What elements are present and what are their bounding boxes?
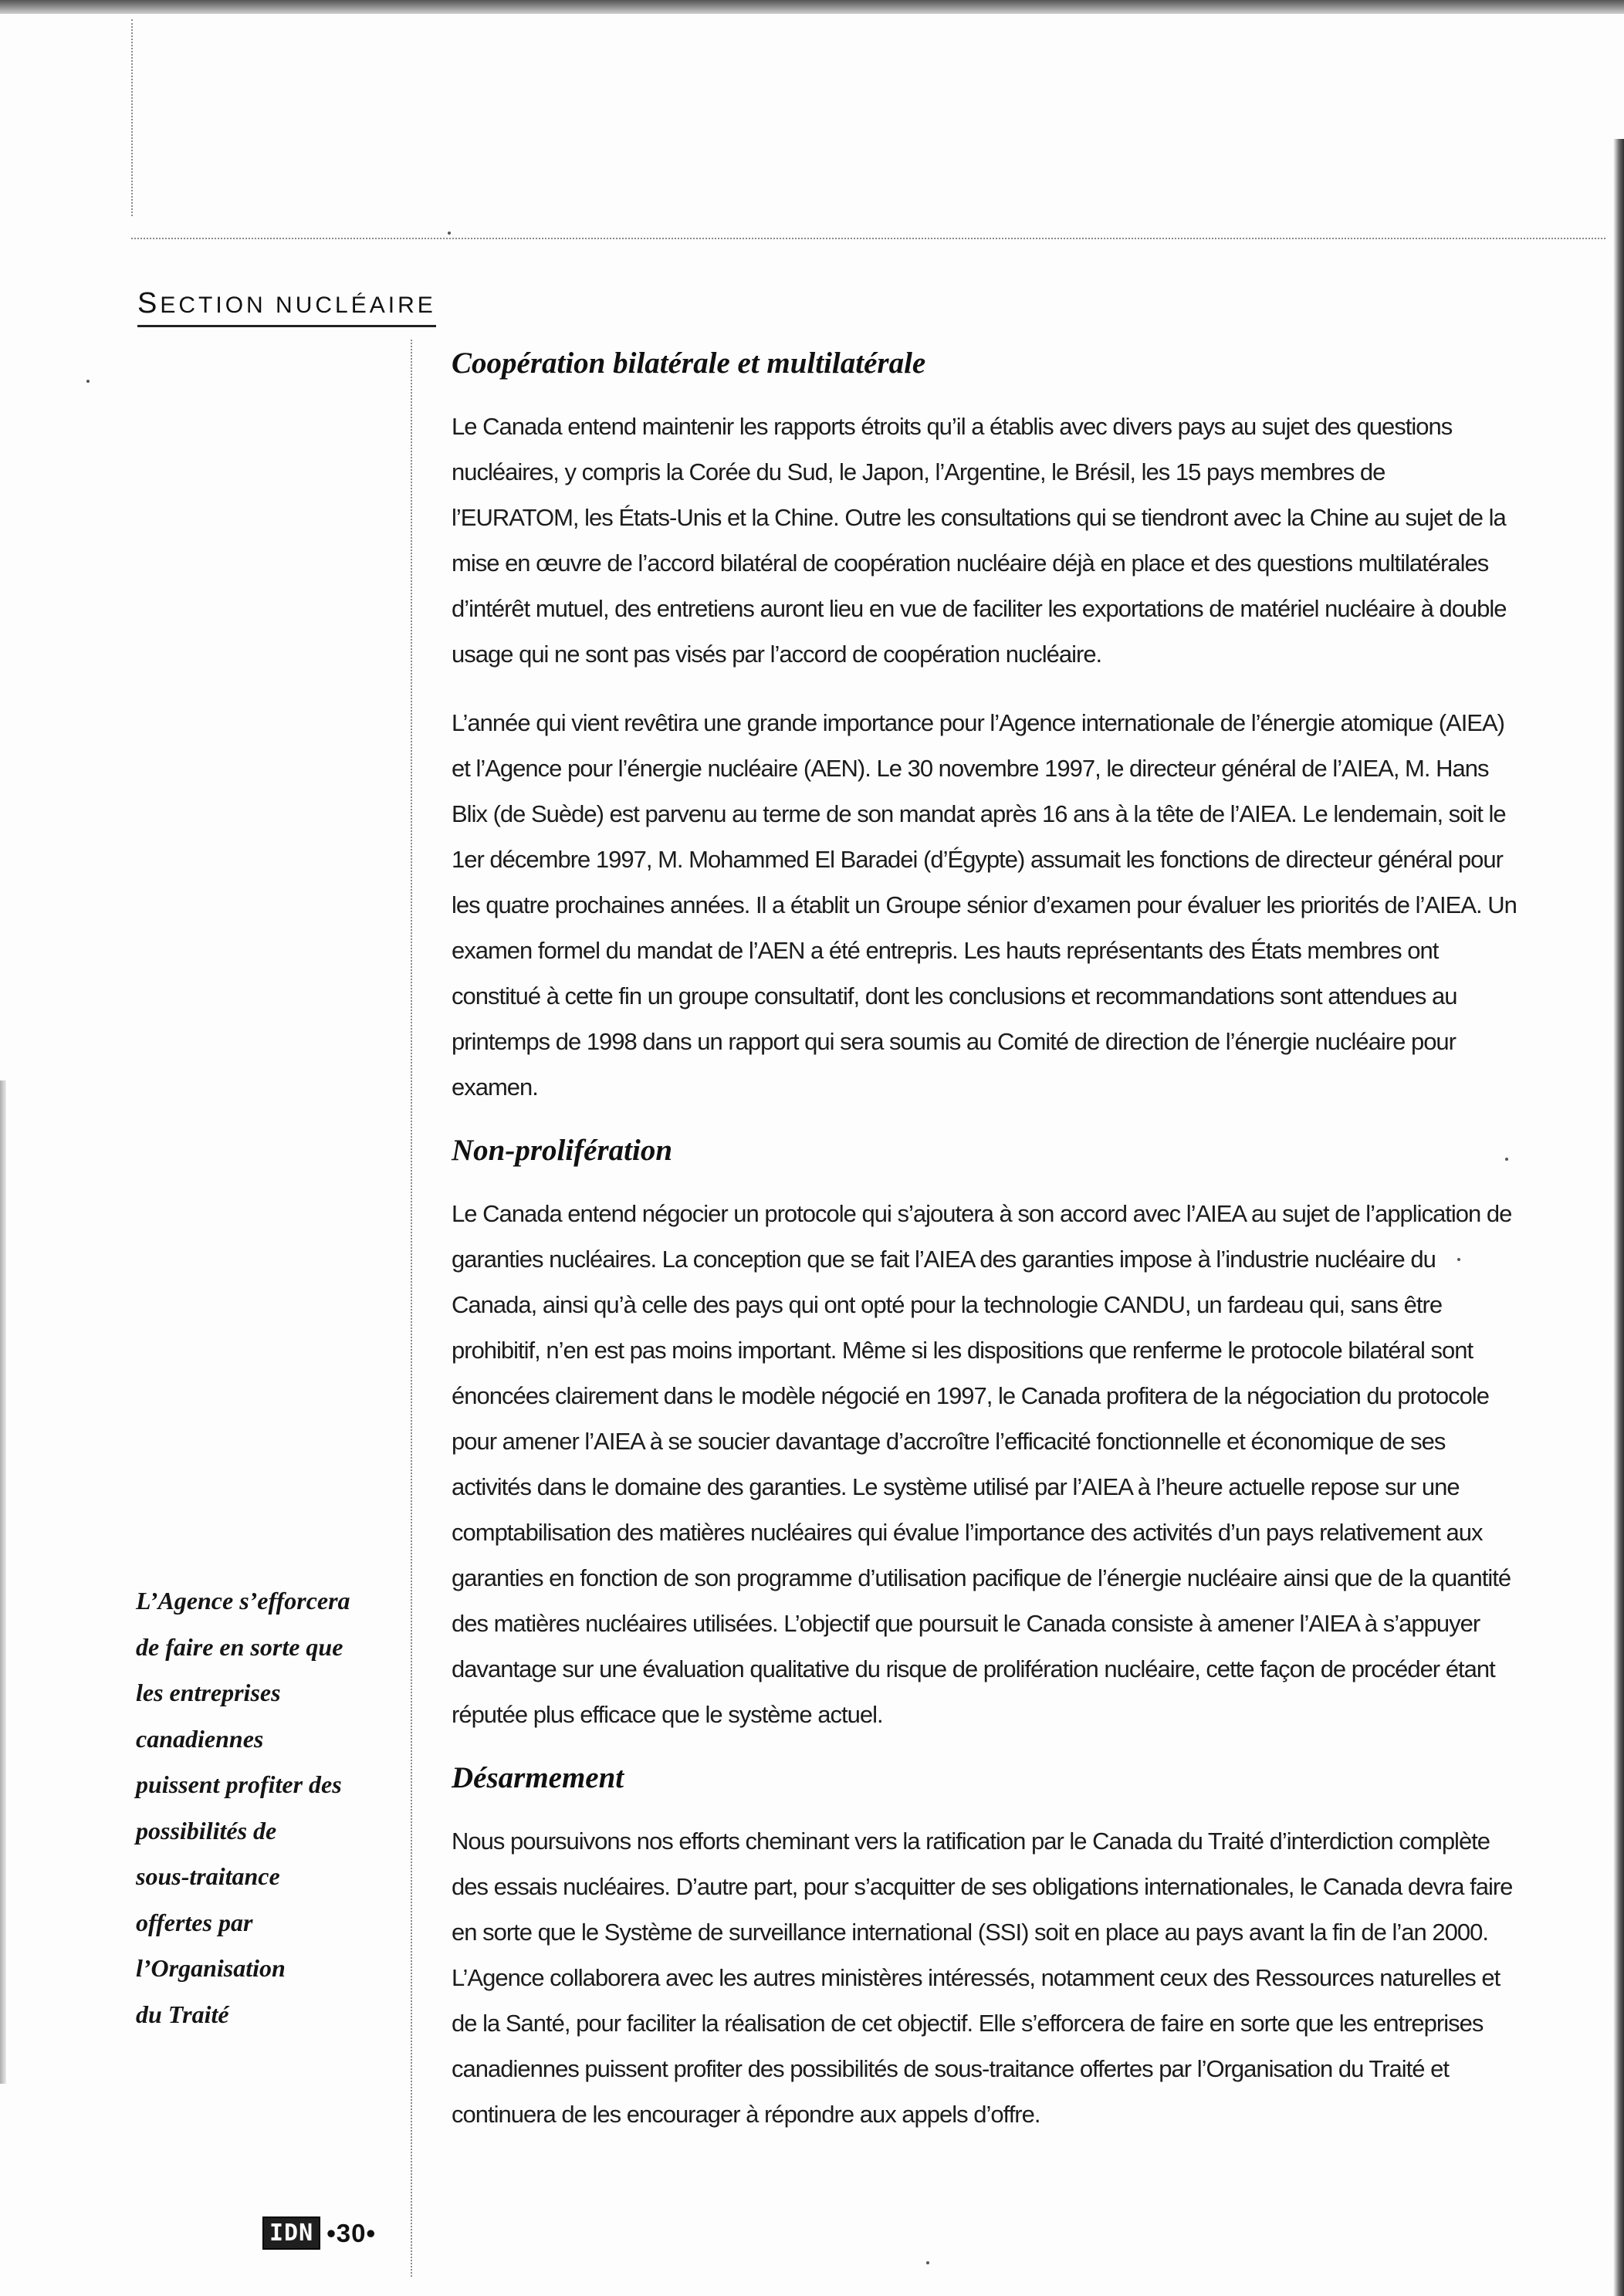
- main-column: [452, 346, 1517, 2160]
- sidebar-pull-quote: L’Agence s’efforcera de faire en sorte que les entreprises canadiennes puissent profiter des possibilités de sous-traitance offertes par l’Organisation du Traité: [136, 1587, 350, 2028]
- dotted-rule-vertical-top: [131, 19, 133, 216]
- section-header: [137, 287, 436, 327]
- scan-speck: [448, 232, 451, 235]
- page-number: •30•: [326, 2218, 376, 2247]
- section-header-rest: ECTION NUCLÉAIRE: [160, 292, 436, 318]
- dotted-rule-column-divider: [411, 340, 412, 2277]
- dotted-rule-horizontal: [131, 238, 1605, 239]
- paragraph-cooperation-2: L’année qui vient revêtira une grande importance pour l’Agence internationale de l’énergie atomique (AIEA) et l’Agence pour l’énergie nucléaire (AEN). Le 30 novembre 1997, le directeur général de l’AIEA, M. Hans Blix (de Suède) est parvenu au terme de son mandat après 16 ans à la tête de l’AIEA. Le lendemain, soit le 1er décembre 1997, M. Mohammed El Baradei (d’Égypte) assumait les fonctions de directeur général pour les quatre prochaines années. Il a établit un Groupe sénior d’examen pour évaluer les priorités de l’AIEA. Un examen formel du mandat de l’AEN a été entrepris. Les hauts représentants des États membres ont constitué à cette fin un groupe consultatif, dont les conclusions et recommandations sont attendues au printemps de 1998 dans un rapport qui sera soumis au Comité de direction de l’énergie nucléaire pour examen.: [452, 709, 1517, 1101]
- scan-speck: [86, 380, 90, 383]
- scan-artifact-right-edge: [1613, 139, 1624, 2296]
- heading-desarmement: Désarmement: [452, 1761, 624, 1794]
- heading-cooperation: Coopération bilatérale et multilatérale: [452, 347, 926, 380]
- heading-non-proliferation: Non-prolifération: [452, 1134, 673, 1167]
- idn-logo: IDN: [262, 2217, 320, 2250]
- section-header-initial: S: [137, 287, 161, 320]
- page-footer: [262, 2217, 376, 2250]
- paragraph-cooperation-1: Le Canada entend maintenir les rapports étroits qu’il a établis avec divers pays au sujet des questions nucléaires, y compris la Corée du Sud, le Japon, l’Argentine, le Brésil, les 15 pays membres de l’EURATOM, les États-Unis et la Chine. Outre les consultations qui se tiendront avec la Chine au sujet de la mise en œuvre de l’accord bilatéral de coopération nucléaire déjà en place et des questions multilatérales d’intérêt mutuel, des entretiens auront lieu en vue de faciliter les exportations de matériel nucléaire à double usage qui ne sont pas visés par l’accord de coopération nucléaire.: [452, 413, 1507, 668]
- scan-speck: [1505, 1158, 1508, 1161]
- scan-artifact-left-edge: [0, 1080, 6, 2084]
- scan-artifact-top: [0, 0, 1624, 14]
- paragraph-non-proliferation: Le Canada entend négocier un protocole qui s’ajoutera à son accord avec l’AIEA au sujet de l’application de garanties nucléaires. La conception que se fait l’AIEA des garanties impose à l’industrie nucléaire du Canada, ainsi qu’à celle des pays qui ont opté pour la technologie CANDU, un fardeau qui, sans être prohibitif, n’en est pas moins important. Même si les dispositions que renferme le protocole bilatéral sont énoncées clairement dans le modèle négocié en 1997, le Canada profitera de la négociation du protocole pour amener l’AIEA à se soucier davantage d’accroître l’efficacité fonctionnelle et économique de ses activités dans le domaine des garanties. Le système utilisé par l’AIEA à l’heure actuelle repose sur une comptabilisation des matières nucléaires qui évalue l’importance des activités d’un pays relativement aux garanties en fonction de son programme d’utilisation pacifique de l’énergie nucléaire ainsi que de la quantité des matières nucléaires utilisées. L’objectif que poursuit le Canada consiste à amener l’AIEA à s’appuyer davantage sur une évaluation qualitative du risque de prolifération nucléaire, cette façon de procéder étant réputée plus efficace que le système actuel.: [452, 1200, 1512, 1728]
- scan-speck: [926, 2261, 929, 2264]
- paragraph-desarmement: Nous poursuivons nos efforts cheminant vers la ratification par le Canada du Traité d’interdiction complète des essais nucléaires. D’autre part, pour s’acquitter de ses obligations internationales, le Canada devra faire en sorte que le Système de surveillance international (SSI) soit en place au pays avant la fin de l’an 2000. L’Agence collaborera avec les autres ministères intéressés, notamment ceux des Ressources naturelles et de la Santé, pour faciliter la réalisation de cet objectif. Elle s’efforcera de faire en sorte que les entreprises canadiennes puissent profiter des possibilités de sous-traitance offertes par l’Organisation du Traité et continuera de les encourager à répondre aux appels d’offre.: [452, 1828, 1513, 2128]
- scan-speck: [1457, 1258, 1460, 1261]
